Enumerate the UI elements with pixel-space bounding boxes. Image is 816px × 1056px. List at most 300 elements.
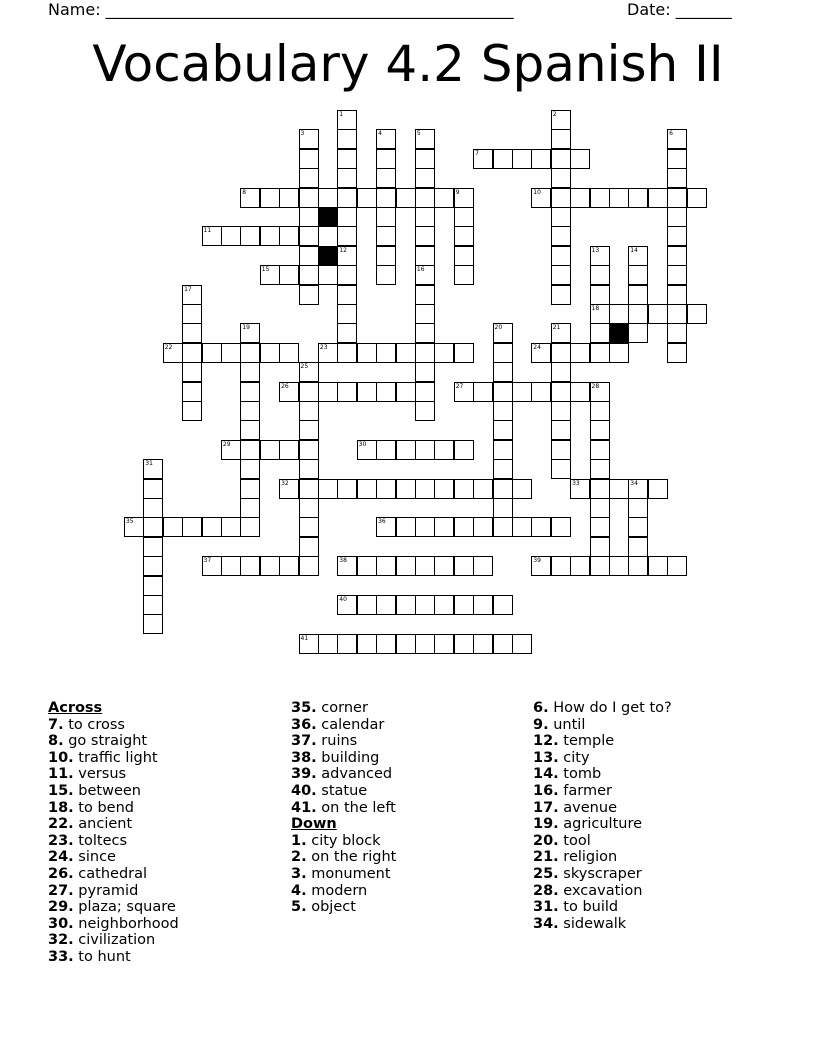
grid-cell[interactable] [590, 188, 610, 208]
clue-text: city block [311, 832, 381, 849]
down-clue [533, 766, 672, 783]
grid-cell[interactable] [493, 343, 513, 363]
down-clue [533, 750, 672, 767]
grid-cell[interactable] [512, 382, 532, 402]
grid-cell[interactable] [279, 343, 299, 363]
grid-cell[interactable] [299, 382, 319, 402]
clue-number-label: 5 [416, 130, 421, 138]
page-title: Vocabulary 4.2 Spanish II [92, 35, 724, 93]
grid-cell[interactable] [221, 556, 241, 576]
grid-cell[interactable] [279, 188, 299, 208]
grid-cell[interactable] [590, 265, 610, 285]
grid-cell[interactable] [337, 304, 357, 324]
across-clue [48, 849, 179, 866]
grid-cell[interactable] [454, 246, 474, 266]
grid-cell[interactable] [299, 537, 319, 557]
grid-cell[interactable] [299, 246, 319, 266]
grid-cell[interactable] [454, 265, 474, 285]
grid-cell[interactable] [376, 595, 396, 615]
clue-text: farmer [563, 782, 613, 799]
grid-cell[interactable] [182, 517, 202, 537]
grid-cell[interactable] [396, 440, 416, 460]
grid-cell[interactable] [473, 556, 493, 576]
grid-cell[interactable] [609, 343, 629, 363]
grid-cell[interactable] [163, 517, 183, 537]
grid-cell[interactable] [590, 537, 610, 557]
grid-cell[interactable] [357, 634, 377, 654]
grid-cell[interactable] [415, 226, 435, 246]
grid-cell[interactable] [182, 343, 202, 363]
grid-cell[interactable] [454, 556, 474, 576]
grid-cell[interactable] [143, 498, 163, 518]
grid-cell[interactable] [628, 537, 648, 557]
grid-cell[interactable] [337, 343, 357, 363]
grid-cell[interactable] [570, 382, 590, 402]
down-clue [533, 816, 672, 833]
grid-cell[interactable] [299, 149, 319, 169]
grid-cell[interactable] [667, 246, 687, 266]
grid-cell[interactable] [221, 226, 241, 246]
grid-cell[interactable] [299, 207, 319, 227]
grid-cell[interactable] [376, 226, 396, 246]
grid-cell[interactable] [551, 265, 571, 285]
grid-cell[interactable] [473, 382, 493, 402]
grid-cell[interactable] [240, 343, 260, 363]
grid-cell[interactable] [376, 207, 396, 227]
grid-cell[interactable] [337, 285, 357, 305]
grid-cell[interactable] [551, 420, 571, 440]
clue-number: 27. [48, 882, 74, 899]
grid-cell[interactable] [221, 517, 241, 537]
clue-text: cathedral [78, 865, 148, 882]
clue-number: 26. [48, 865, 74, 882]
grid-cell[interactable] [570, 188, 590, 208]
grid-cell[interactable] [260, 226, 280, 246]
grid-cell[interactable] [551, 129, 571, 149]
grid-cell[interactable] [590, 459, 610, 479]
grid-cell[interactable] [357, 188, 377, 208]
grid-cell[interactable] [182, 323, 202, 343]
grid-cell[interactable] [240, 382, 260, 402]
grid-cell[interactable] [512, 634, 532, 654]
grid-cell[interactable] [299, 479, 319, 499]
grid-cell[interactable] [551, 188, 571, 208]
grid-cell[interactable] [221, 343, 241, 363]
grid-cell[interactable] [357, 595, 377, 615]
across-clue [48, 916, 179, 933]
grid-cell[interactable] [376, 382, 396, 402]
clue-number-label: 2 [552, 111, 557, 118]
grid-cell[interactable] [415, 149, 435, 169]
grid-cell[interactable] [143, 537, 163, 557]
date-field-label: Date: _______ [627, 0, 732, 19]
grid-cell[interactable] [551, 149, 571, 169]
grid-cell[interactable] [240, 420, 260, 440]
grid-cell[interactable] [590, 343, 610, 363]
grid-cell[interactable] [143, 517, 163, 537]
grid-cell[interactable] [299, 285, 319, 305]
grid-cell[interactable] [415, 188, 435, 208]
grid-cell[interactable] [590, 498, 610, 518]
grid-cell[interactable] [590, 556, 610, 576]
grid-cell[interactable] [396, 556, 416, 576]
grid-cell[interactable] [279, 265, 299, 285]
grid-cell[interactable] [337, 188, 357, 208]
grid-cell[interactable] [493, 595, 513, 615]
grid-cell[interactable] [628, 498, 648, 518]
grid-cell[interactable] [454, 479, 474, 499]
grid-cell[interactable] [299, 459, 319, 479]
across-clues-column-1 [48, 700, 179, 966]
grid-cell[interactable] [667, 207, 687, 227]
grid-cell[interactable] [551, 246, 571, 266]
grid-cell[interactable] [531, 382, 551, 402]
grid-cell[interactable] [609, 556, 629, 576]
grid-cell[interactable] [473, 595, 493, 615]
grid-cell[interactable] [667, 226, 687, 246]
black-square [318, 246, 337, 265]
grid-cell[interactable] [551, 440, 571, 460]
grid-cell[interactable] [337, 168, 357, 188]
clue-number: 39. [291, 766, 317, 783]
grid-cell[interactable] [493, 401, 513, 421]
clue-text: modern [311, 882, 368, 899]
grid-cell[interactable] [667, 168, 687, 188]
grid-cell[interactable] [590, 285, 610, 305]
grid-cell[interactable] [415, 246, 435, 266]
grid-cell[interactable] [434, 517, 454, 537]
grid-cell[interactable] [493, 479, 513, 499]
grid-cell[interactable] [687, 304, 707, 324]
clue-text: object [311, 899, 356, 916]
grid-cell[interactable] [396, 517, 416, 537]
grid-cell[interactable] [415, 479, 435, 499]
grid-cell[interactable] [512, 149, 532, 169]
clue-number: 30. [48, 915, 74, 932]
grid-cell[interactable] [667, 304, 687, 324]
grid-cell[interactable] [434, 556, 454, 576]
clue-number-label: 35 [125, 518, 134, 526]
grid-cell[interactable] [687, 188, 707, 208]
grid-cell[interactable] [667, 343, 687, 363]
grid-cell[interactable] [376, 149, 396, 169]
grid-cell[interactable] [376, 556, 396, 576]
grid-cell[interactable] [299, 401, 319, 421]
grid-cell[interactable] [337, 382, 357, 402]
grid-cell[interactable] [628, 323, 648, 343]
grid-cell[interactable] [202, 343, 222, 363]
grid-cell[interactable] [396, 634, 416, 654]
clue-text: ancient [78, 816, 133, 833]
grid-cell[interactable] [240, 401, 260, 421]
grid-cell[interactable] [609, 479, 629, 499]
grid-cell[interactable] [415, 517, 435, 537]
grid-cell[interactable] [415, 362, 435, 382]
clue-number-label: 30 [358, 440, 367, 448]
grid-cell[interactable] [279, 556, 299, 576]
grid-cell[interactable] [396, 595, 416, 615]
across-clue [48, 949, 179, 966]
grid-cell[interactable] [590, 401, 610, 421]
grid-cell[interactable] [415, 382, 435, 402]
grid-cell[interactable] [376, 634, 396, 654]
grid-cell[interactable] [299, 420, 319, 440]
clue-text: to cross [68, 716, 125, 733]
grid-cell[interactable] [337, 129, 357, 149]
grid-cell[interactable] [240, 517, 260, 537]
grid-cell[interactable] [570, 556, 590, 576]
grid-cell[interactable] [415, 323, 435, 343]
across-clue [291, 750, 396, 767]
grid-cell[interactable] [182, 304, 202, 324]
grid-cell[interactable] [551, 168, 571, 188]
grid-cell[interactable] [279, 226, 299, 246]
grid-cell[interactable] [318, 634, 338, 654]
grid-cell[interactable] [454, 440, 474, 460]
grid-cell[interactable] [182, 401, 202, 421]
down-clue [533, 833, 672, 850]
grid-cell[interactable] [376, 188, 396, 208]
grid-cell[interactable] [376, 168, 396, 188]
grid-cell[interactable] [240, 556, 260, 576]
grid-cell[interactable] [590, 420, 610, 440]
grid-cell[interactable] [434, 188, 454, 208]
grid-cell[interactable] [415, 285, 435, 305]
grid-cell[interactable] [396, 479, 416, 499]
grid-cell[interactable] [376, 479, 396, 499]
grid-cell[interactable] [648, 304, 668, 324]
grid-cell[interactable] [609, 188, 629, 208]
grid-cell[interactable] [143, 595, 163, 615]
clue-number: 2. [291, 849, 307, 866]
grid-cell[interactable] [396, 188, 416, 208]
grid-cell[interactable] [473, 517, 493, 537]
grid-cell[interactable] [318, 188, 338, 208]
grid-cell[interactable] [357, 382, 377, 402]
grid-cell[interactable] [434, 479, 454, 499]
clue-number-label: 15 [261, 266, 270, 274]
grid-cell[interactable] [667, 323, 687, 343]
grid-cell[interactable] [357, 556, 377, 576]
grid-cell[interactable] [628, 285, 648, 305]
grid-cell[interactable] [337, 149, 357, 169]
grid-cell[interactable] [551, 343, 571, 363]
grid-cell[interactable] [551, 382, 571, 402]
grid-cell[interactable] [628, 304, 648, 324]
grid-cell[interactable] [299, 498, 319, 518]
grid-cell[interactable] [299, 556, 319, 576]
grid-cell[interactable] [551, 362, 571, 382]
grid-cell[interactable] [667, 149, 687, 169]
grid-cell[interactable] [493, 440, 513, 460]
grid-cell[interactable] [667, 188, 687, 208]
grid-cell[interactable] [240, 362, 260, 382]
grid-cell[interactable] [590, 440, 610, 460]
grid-cell[interactable] [337, 323, 357, 343]
clue-number: 24. [48, 849, 74, 866]
grid-cell[interactable] [454, 595, 474, 615]
grid-cell[interactable] [415, 401, 435, 421]
grid-cell[interactable] [512, 517, 532, 537]
grid-cell[interactable] [143, 556, 163, 576]
grid-cell[interactable] [648, 479, 668, 499]
grid-cell[interactable] [551, 285, 571, 305]
grid-cell[interactable] [396, 343, 416, 363]
grid-cell[interactable] [337, 226, 357, 246]
grid-cell[interactable] [299, 440, 319, 460]
grid-cell[interactable] [337, 207, 357, 227]
grid-cell[interactable] [376, 246, 396, 266]
grid-cell[interactable] [260, 440, 280, 460]
grid-cell[interactable] [143, 576, 163, 596]
grid-cell[interactable] [570, 343, 590, 363]
grid-cell[interactable] [143, 614, 163, 634]
grid-cell[interactable] [493, 498, 513, 518]
grid-cell[interactable] [493, 362, 513, 382]
grid-cell[interactable] [299, 188, 319, 208]
grid-cell[interactable] [337, 479, 357, 499]
clue-number-label: 16 [416, 266, 425, 274]
grid-cell[interactable] [512, 479, 532, 499]
down-clue [533, 733, 672, 750]
grid-cell[interactable] [493, 459, 513, 479]
clue-number: 33. [48, 948, 74, 965]
grid-cell[interactable] [434, 343, 454, 363]
grid-cell[interactable] [628, 265, 648, 285]
across-clue [48, 932, 179, 949]
grid-cell[interactable] [590, 479, 610, 499]
grid-cell[interactable] [590, 323, 610, 343]
grid-cell[interactable] [357, 343, 377, 363]
grid-cell[interactable] [299, 226, 319, 246]
clue-text: neighborhood [78, 915, 179, 932]
grid-cell[interactable] [299, 168, 319, 188]
clue-number: 35. [291, 700, 317, 716]
grid-cell[interactable] [531, 149, 551, 169]
clue-number: 4. [291, 882, 307, 899]
grid-cell[interactable] [590, 517, 610, 537]
clue-text: statue [321, 782, 368, 799]
grid-cell[interactable] [551, 226, 571, 246]
grid-cell[interactable] [531, 517, 551, 537]
grid-cell[interactable] [240, 440, 260, 460]
grid-cell[interactable] [454, 226, 474, 246]
grid-cell[interactable] [260, 188, 280, 208]
grid-cell[interactable] [376, 343, 396, 363]
clue-number-label: 27 [455, 382, 464, 390]
clue-number-label: 41 [300, 634, 309, 642]
grid-cell[interactable] [260, 343, 280, 363]
grid-cell[interactable] [318, 382, 338, 402]
clue-number: 3. [291, 865, 307, 882]
clue-text: until [553, 716, 586, 733]
grid-cell[interactable] [551, 401, 571, 421]
grid-cell[interactable] [493, 382, 513, 402]
clue-text: city [563, 749, 590, 766]
clue-text: building [321, 749, 380, 766]
grid-cell[interactable] [337, 265, 357, 285]
grid-cell[interactable] [299, 517, 319, 537]
grid-cell[interactable] [202, 517, 222, 537]
grid-cell[interactable] [628, 517, 648, 537]
down-clue [291, 866, 396, 883]
clue-number-label: 39 [533, 557, 541, 565]
grid-cell[interactable] [299, 265, 319, 285]
grid-cell[interactable] [493, 149, 513, 169]
grid-cell[interactable] [415, 343, 435, 363]
grid-cell[interactable] [240, 226, 260, 246]
clue-number-label: 6 [669, 130, 673, 138]
grid-cell[interactable] [628, 556, 648, 576]
grid-cell[interactable] [493, 517, 513, 537]
across-heading: Across [48, 700, 103, 716]
grid-cell[interactable] [609, 304, 629, 324]
grid-cell[interactable] [454, 343, 474, 363]
grid-cell[interactable] [357, 479, 377, 499]
grid-cell[interactable] [667, 285, 687, 305]
grid-cell[interactable] [667, 265, 687, 285]
grid-cell[interactable] [415, 440, 435, 460]
grid-cell[interactable] [415, 207, 435, 227]
grid-cell[interactable] [434, 595, 454, 615]
grid-cell[interactable] [493, 420, 513, 440]
grid-cell[interactable] [434, 634, 454, 654]
clue-number: 7. [48, 716, 64, 733]
grid-cell[interactable] [551, 556, 571, 576]
grid-cell[interactable] [648, 556, 668, 576]
grid-cell[interactable] [240, 459, 260, 479]
grid-cell[interactable] [415, 556, 435, 576]
clue-number: 5. [291, 899, 307, 916]
grid-cell[interactable] [551, 459, 571, 479]
grid-cell[interactable] [240, 498, 260, 518]
grid-cell[interactable] [182, 382, 202, 402]
grid-cell[interactable] [240, 479, 260, 499]
grid-cell[interactable] [551, 517, 571, 537]
grid-cell[interactable] [279, 440, 299, 460]
grid-cell[interactable] [648, 188, 668, 208]
grid-cell[interactable] [473, 634, 493, 654]
grid-cell[interactable] [551, 207, 571, 227]
grid-cell[interactable] [396, 382, 416, 402]
grid-cell[interactable] [182, 362, 202, 382]
grid-cell[interactable] [143, 479, 163, 499]
grid-cell[interactable] [415, 634, 435, 654]
grid-cell[interactable] [454, 517, 474, 537]
clue-number-label: 20 [494, 324, 503, 332]
grid-cell[interactable] [260, 556, 280, 576]
grid-cell[interactable] [376, 440, 396, 460]
grid-cell[interactable] [415, 168, 435, 188]
grid-cell[interactable] [337, 634, 357, 654]
grid-cell[interactable] [434, 440, 454, 460]
grid-cell[interactable] [493, 634, 513, 654]
clue-text: tomb [563, 766, 602, 783]
grid-cell[interactable] [415, 304, 435, 324]
grid-cell[interactable] [318, 265, 338, 285]
grid-cell[interactable] [318, 479, 338, 499]
grid-cell[interactable] [454, 207, 474, 227]
clue-number-label: 31 [145, 460, 153, 468]
clue-text: avenue [563, 799, 617, 816]
grid-cell[interactable] [570, 149, 590, 169]
grid-cell[interactable] [454, 634, 474, 654]
grid-cell[interactable] [376, 265, 396, 285]
grid-cell[interactable] [473, 479, 493, 499]
grid-cell[interactable] [628, 188, 648, 208]
grid-cell[interactable] [415, 595, 435, 615]
grid-cell[interactable] [667, 556, 687, 576]
